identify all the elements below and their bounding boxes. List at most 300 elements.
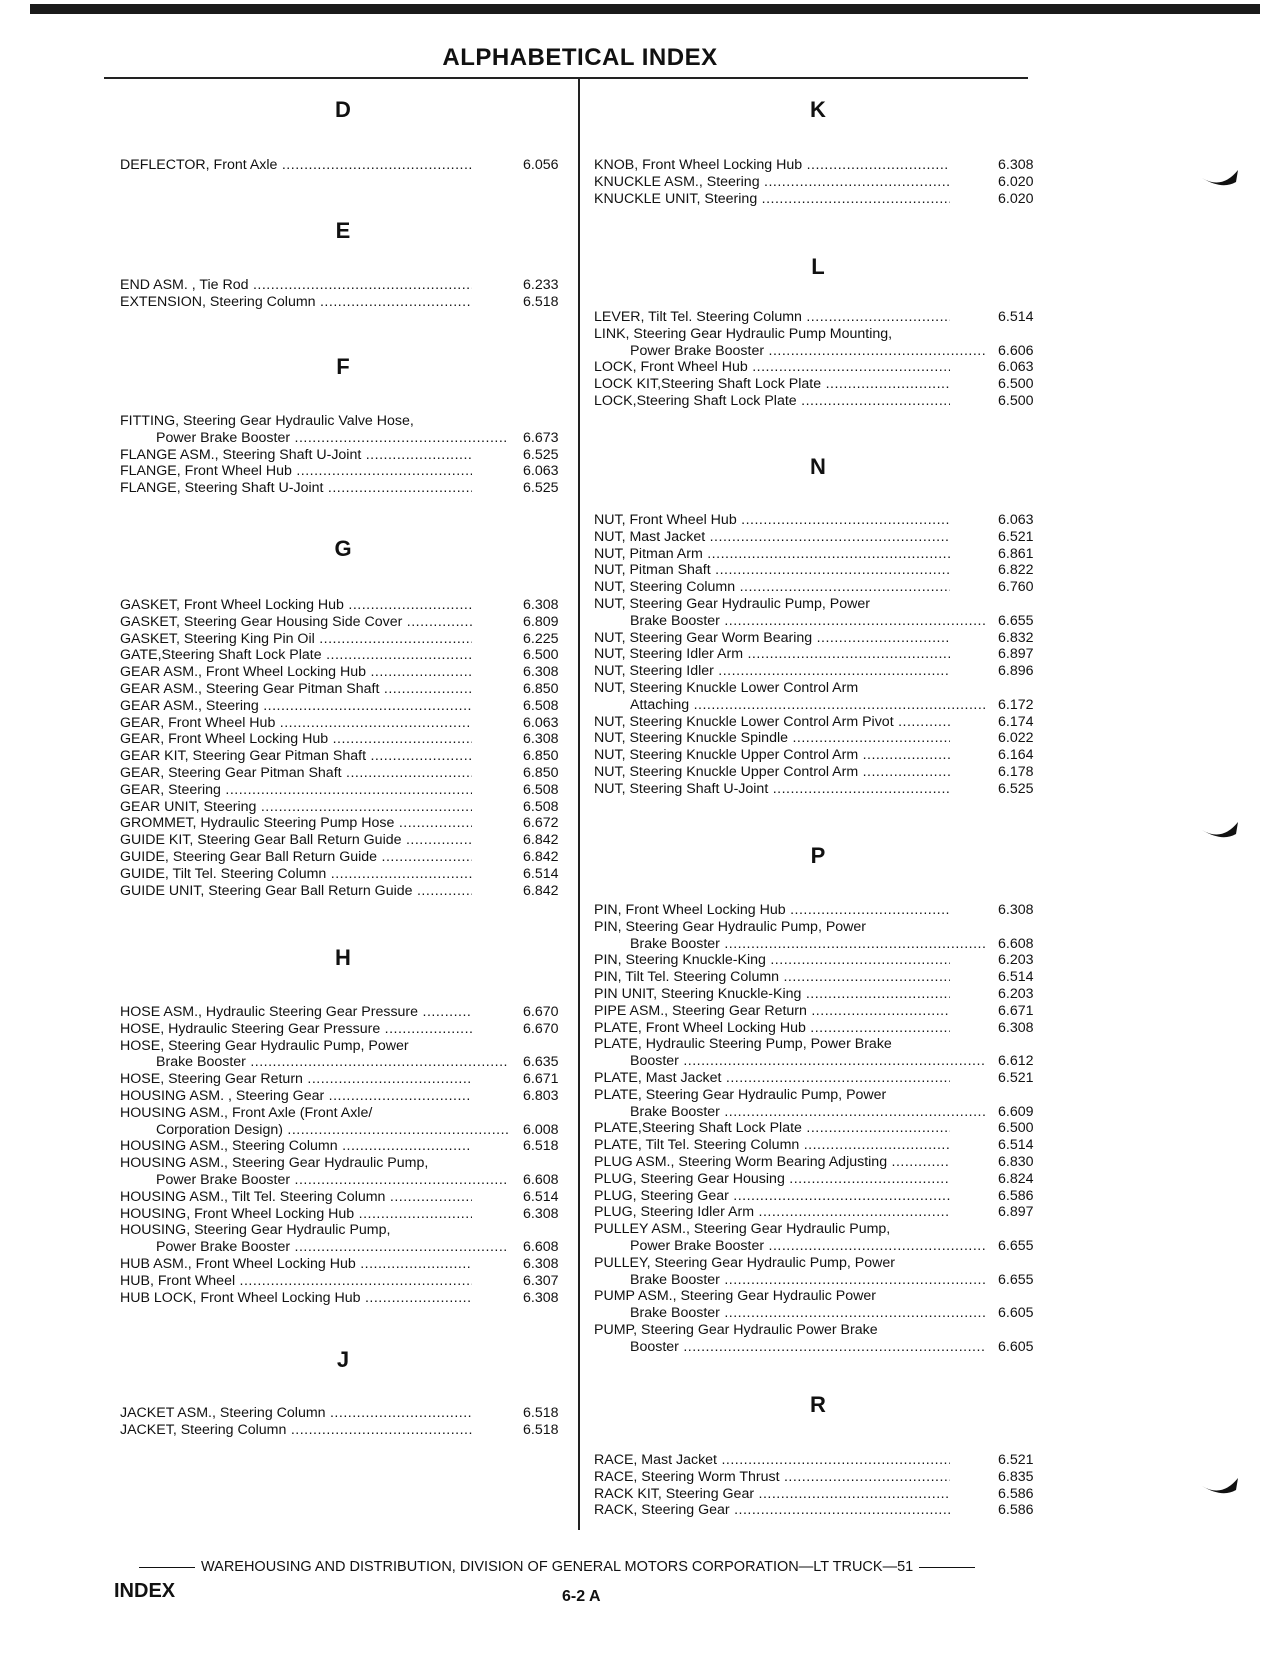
entry-page-ref: 6.897 bbox=[998, 1204, 1034, 1221]
entry-name: GEAR, Front Wheel Locking Hub ..... bbox=[120, 731, 472, 748]
entry-page-ref: 6.670 bbox=[523, 1020, 559, 1037]
index-entry bbox=[120, 1138, 573, 1155]
index-entry bbox=[594, 1452, 1048, 1469]
entry-name: KNUCKLE ASM., Steering ..... bbox=[594, 174, 950, 191]
index-entry bbox=[120, 277, 573, 294]
entry-name: NUT, Steering Column ..... bbox=[594, 579, 950, 596]
entry-page-ref: 6.514 bbox=[998, 969, 1034, 986]
entry-name: GEAR ASM., Front Wheel Locking Hub ..... bbox=[120, 664, 472, 681]
entry-page-ref: 6.514 bbox=[998, 1137, 1034, 1154]
entry-name: PULLEY, Steering Gear Hydraulic Pump, Power bbox=[594, 1254, 895, 1271]
entry-name: HUB LOCK, Front Wheel Locking Hub ..... bbox=[120, 1290, 472, 1307]
entry-page-ref: 6.635 bbox=[523, 1054, 559, 1071]
entry-page-ref: 6.020 bbox=[998, 190, 1034, 207]
entry-page-ref: 6.308 bbox=[998, 1019, 1034, 1036]
index-entry bbox=[120, 1222, 573, 1239]
entry-name: NUT, Steering Idler Arm ..... bbox=[594, 646, 950, 663]
entry-name: NUT, Steering Knuckle Lower Control Arm Pivot ..... bbox=[594, 714, 950, 731]
index-entry bbox=[120, 1004, 573, 1021]
entry-page-ref: 6.308 bbox=[523, 731, 559, 748]
entry-name: GEAR, Steering ..... bbox=[120, 782, 472, 799]
entry-name: Power Brake Booster ..... bbox=[594, 1238, 986, 1255]
binding-mark-icon bbox=[1200, 168, 1240, 190]
entry-page-ref: 6.822 bbox=[998, 562, 1034, 579]
entry-name: NUT, Steering Shaft U-Joint ..... bbox=[594, 781, 950, 798]
entry-name: KNOB, Front Wheel Locking Hub ..... bbox=[594, 157, 950, 174]
entry-page-ref: 6.606 bbox=[998, 342, 1034, 359]
index-entry bbox=[594, 1036, 1048, 1053]
entry-name: PIPE ASM., Steering Gear Return ..... bbox=[594, 1003, 950, 1020]
index-entry bbox=[594, 157, 1048, 174]
entry-name: NUT, Steering Idler ..... bbox=[594, 663, 950, 680]
index-entry bbox=[120, 832, 573, 849]
entry-page-ref: 6.605 bbox=[998, 1338, 1034, 1355]
section-letter-g: G bbox=[334, 536, 352, 561]
section-letter-p: P bbox=[810, 843, 826, 868]
index-entry bbox=[120, 1273, 573, 1290]
section-letter-j: J bbox=[336, 1347, 350, 1372]
entry-name: NUT, Steering Knuckle Upper Control Arm ..... bbox=[594, 747, 950, 764]
entry-page-ref: 6.518 bbox=[523, 293, 559, 310]
entry-page-ref: 6.063 bbox=[998, 359, 1034, 376]
index-entry bbox=[594, 1070, 1048, 1087]
entry-name: NUT, Steering Gear Hydraulic Pump, Power bbox=[594, 596, 870, 612]
index-entry bbox=[594, 596, 1048, 613]
entry-name: GASKET, Steering King Pin Oil ..... bbox=[120, 631, 472, 648]
page-title: ALPHABETICAL INDEX bbox=[442, 44, 718, 71]
entry-page-ref: 6.500 bbox=[998, 376, 1034, 393]
entry-page-ref: 6.174 bbox=[998, 713, 1034, 730]
index-entry bbox=[594, 730, 1048, 747]
entry-page-ref: 6.896 bbox=[998, 663, 1034, 680]
entry-name: NUT, Steering Knuckle Lower Control Arm bbox=[594, 680, 859, 696]
entry-name: PIN, Steering Knuckle-King ..... bbox=[594, 952, 950, 969]
entry-page-ref: 6.308 bbox=[523, 664, 559, 681]
entry-name: END ASM. , Tie Rod ..... bbox=[120, 277, 472, 294]
entry-name: HOUSING ASM., Tilt Tel. Steering Column ..... bbox=[120, 1189, 472, 1206]
index-entry bbox=[120, 480, 573, 497]
entry-name: PLUG, Steering Gear Housing ..... bbox=[594, 1171, 950, 1188]
entry-page-ref: 6.672 bbox=[523, 815, 559, 832]
index-entry bbox=[594, 646, 1048, 663]
footer-dash-right bbox=[919, 1567, 975, 1568]
index-entry bbox=[594, 764, 1048, 781]
entry-page-ref: 6.308 bbox=[523, 597, 559, 613]
index-entry bbox=[120, 765, 573, 782]
entry-name: Brake Booster ..... bbox=[594, 936, 986, 953]
index-entry bbox=[594, 1120, 1048, 1137]
entry-name: JACKET ASM., Steering Column ..... bbox=[120, 1405, 472, 1422]
entry-name: FITTING, Steering Gear Hydraulic Valve Hose, bbox=[120, 413, 414, 429]
entry-page-ref: 6.308 bbox=[998, 157, 1034, 173]
entry-page-ref: 6.608 bbox=[523, 1172, 559, 1188]
entry-name: FLANGE, Steering Shaft U-Joint ..... bbox=[120, 480, 472, 497]
index-entry bbox=[594, 663, 1048, 680]
index-entry bbox=[594, 579, 1048, 596]
index-entry bbox=[594, 714, 1048, 731]
entry-name: NUT, Pitman Shaft ..... bbox=[594, 562, 950, 579]
section-letter-f: F bbox=[336, 354, 350, 379]
entry-name: GEAR ASM., Steering Gear Pitman Shaft ..... bbox=[120, 681, 472, 698]
entry-name: PIN UNIT, Steering Knuckle-King ..... bbox=[594, 986, 950, 1003]
index-entry bbox=[120, 748, 573, 765]
index-entry bbox=[594, 1003, 1048, 1020]
index-entry bbox=[594, 1255, 1048, 1272]
entry-page-ref: 6.809 bbox=[523, 613, 559, 630]
column-divider bbox=[578, 78, 580, 1530]
entry-page-ref: 6.673 bbox=[523, 429, 559, 446]
index-entry bbox=[120, 294, 573, 311]
top-border bbox=[30, 4, 1260, 14]
index-entry bbox=[120, 1021, 573, 1038]
entry-page-ref: 6.609 bbox=[998, 1103, 1034, 1120]
entry-page-ref: 6.233 bbox=[523, 277, 559, 293]
entry-name: HOUSING ASM., Front Axle (Front Axle/ bbox=[120, 1104, 373, 1121]
index-entry bbox=[594, 309, 1048, 326]
entry-page-ref: 6.586 bbox=[998, 1485, 1034, 1502]
entry-name: RACK KIT, Steering Gear ..... bbox=[594, 1486, 950, 1503]
index-entry bbox=[120, 157, 573, 174]
entry-page-ref: 6.525 bbox=[523, 446, 559, 463]
index-entry bbox=[594, 546, 1048, 563]
entry-name: Corporation Design) ..... bbox=[120, 1122, 508, 1139]
title-rule bbox=[104, 77, 1028, 79]
index-entry bbox=[594, 1154, 1048, 1171]
index-entry bbox=[594, 1469, 1048, 1486]
index-entry bbox=[120, 614, 573, 631]
entry-page-ref: 6.308 bbox=[523, 1256, 559, 1272]
entry-name: PLATE, Tilt Tel. Steering Column ..... bbox=[594, 1137, 950, 1154]
index-entry bbox=[594, 952, 1048, 969]
entry-page-ref: 6.832 bbox=[998, 629, 1034, 646]
entry-name: GEAR ASM., Steering ..... bbox=[120, 698, 472, 715]
entry-page-ref: 6.525 bbox=[998, 780, 1034, 797]
entry-name: Brake Booster ..... bbox=[594, 613, 986, 630]
index-entry bbox=[120, 698, 573, 715]
index-entry bbox=[594, 326, 1048, 343]
entry-name: Power Brake Booster ..... bbox=[120, 430, 508, 447]
entry-name: HOSE, Hydraulic Steering Gear Pressure ..... bbox=[120, 1021, 472, 1038]
entry-name: GUIDE KIT, Steering Gear Ball Return Guide ..... bbox=[120, 832, 472, 849]
entry-page-ref: 6.518 bbox=[523, 1138, 559, 1155]
entry-page-ref: 6.586 bbox=[998, 1502, 1034, 1519]
entry-name: GROMMET, Hydraulic Steering Pump Hose ..... bbox=[120, 815, 472, 832]
entry-name: PLATE,Steering Shaft Lock Plate ..... bbox=[594, 1120, 950, 1137]
entry-name: PLATE, Front Wheel Locking Hub ..... bbox=[594, 1020, 950, 1037]
index-entry bbox=[594, 1137, 1048, 1154]
entry-page-ref: 6.203 bbox=[998, 986, 1034, 1002]
entry-page-ref: 6.830 bbox=[998, 1154, 1034, 1170]
index-entry bbox=[120, 1405, 573, 1422]
index-entry-continuation bbox=[120, 1122, 573, 1139]
index-entry bbox=[120, 731, 573, 748]
entry-page-ref: 6.521 bbox=[998, 1452, 1034, 1468]
index-entry bbox=[594, 191, 1048, 208]
index-entry bbox=[120, 681, 573, 698]
index-entry bbox=[120, 866, 573, 883]
index-entry bbox=[120, 715, 573, 732]
entry-page-ref: 6.824 bbox=[998, 1170, 1034, 1187]
entry-name: PULLEY ASM., Steering Gear Hydraulic Pump, bbox=[594, 1221, 891, 1238]
index-entry bbox=[594, 630, 1048, 647]
entry-name: HUB ASM., Front Wheel Locking Hub ..... bbox=[120, 1256, 472, 1273]
entry-page-ref: 6.671 bbox=[523, 1071, 559, 1088]
index-entry bbox=[594, 1087, 1048, 1104]
entry-name: HOUSING ASM., Steering Gear Hydraulic Pump, bbox=[120, 1155, 429, 1172]
index-entry bbox=[594, 393, 1048, 410]
entry-page-ref: 6.225 bbox=[523, 630, 559, 647]
entry-name: Power Brake Booster ..... bbox=[120, 1172, 508, 1189]
index-entry bbox=[594, 680, 1048, 697]
index-entry bbox=[120, 1256, 573, 1273]
entry-name: PIN, Tilt Tel. Steering Column ..... bbox=[594, 969, 950, 986]
entry-name: HOUSING, Front Wheel Locking Hub ..... bbox=[120, 1206, 472, 1223]
entry-name: FLANGE ASM., Steering Shaft U-Joint ..... bbox=[120, 447, 472, 464]
entry-name: NUT, Mast Jacket ..... bbox=[594, 529, 950, 546]
footer-dash-left bbox=[139, 1567, 195, 1568]
entry-name: PUMP ASM., Steering Gear Hydraulic Power bbox=[594, 1288, 877, 1305]
entry-page-ref: 6.850 bbox=[523, 748, 559, 765]
entry-page-ref: 6.518 bbox=[523, 1421, 559, 1438]
entry-name: FLANGE, Front Wheel Hub ..... bbox=[120, 463, 472, 480]
entry-page-ref: 6.514 bbox=[523, 1188, 559, 1205]
entry-page-ref: 6.842 bbox=[523, 849, 559, 865]
entry-name: GEAR KIT, Steering Gear Pitman Shaft ..... bbox=[120, 748, 472, 765]
entry-name: Attaching ..... bbox=[594, 697, 986, 714]
entry-page-ref: 6.671 bbox=[998, 1002, 1034, 1019]
entry-name: Power Brake Booster ..... bbox=[594, 343, 986, 360]
entry-name: GEAR, Front Wheel Hub ..... bbox=[120, 715, 472, 732]
index-entry bbox=[120, 799, 573, 816]
index-entry bbox=[120, 1189, 573, 1206]
index-entry bbox=[594, 1288, 1048, 1305]
entry-name: LOCK KIT,Steering Shaft Lock Plate ..... bbox=[594, 376, 950, 393]
section-label: INDEX bbox=[114, 1580, 176, 1602]
index-entry bbox=[120, 1105, 573, 1122]
entry-name: LINK, Steering Gear Hydraulic Pump Mounting, bbox=[594, 325, 893, 342]
index-entry-continuation bbox=[594, 697, 1048, 714]
index-entry bbox=[120, 1038, 573, 1055]
index-entry bbox=[594, 512, 1048, 529]
index-entry bbox=[594, 1502, 1048, 1519]
entry-name: PLUG ASM., Steering Worm Bearing Adjusting ..... bbox=[594, 1154, 950, 1171]
index-entry-continuation bbox=[594, 1104, 1048, 1121]
index-entry bbox=[120, 815, 573, 832]
index-entry bbox=[594, 1322, 1048, 1339]
entry-name: LOCK, Front Wheel Hub ..... bbox=[594, 359, 950, 376]
index-entry bbox=[594, 359, 1048, 376]
entry-page-ref: 6.803 bbox=[523, 1088, 559, 1104]
entry-page-ref: 6.500 bbox=[998, 393, 1034, 409]
entry-page-ref: 6.842 bbox=[523, 832, 559, 849]
entry-name: JACKET, Steering Column ..... bbox=[120, 1422, 472, 1439]
index-entry bbox=[120, 1071, 573, 1088]
entry-name: Brake Booster ..... bbox=[594, 1305, 986, 1322]
entry-page-ref: 6.518 bbox=[523, 1405, 559, 1421]
entry-page-ref: 6.063 bbox=[523, 714, 559, 731]
entry-page-ref: 6.897 bbox=[998, 646, 1034, 663]
entry-name: GASKET, Steering Gear Housing Side Cover ..... bbox=[120, 614, 472, 631]
entry-name: NUT, Steering Gear Worm Bearing ..... bbox=[594, 630, 950, 647]
entry-page-ref: 6.056 bbox=[523, 157, 559, 173]
entry-page-ref: 6.608 bbox=[998, 935, 1034, 952]
index-entry bbox=[594, 562, 1048, 579]
footer-credit bbox=[133, 1559, 981, 1575]
entry-name: GASKET, Front Wheel Locking Hub ..... bbox=[120, 597, 472, 614]
entry-page-ref: 6.308 bbox=[998, 902, 1034, 918]
entry-name: HOUSING ASM., Steering Column ..... bbox=[120, 1138, 472, 1155]
entry-name: Booster ..... bbox=[594, 1053, 986, 1070]
entry-page-ref: 6.063 bbox=[998, 512, 1034, 528]
entry-name: PLUG, Steering Idler Arm ..... bbox=[594, 1204, 950, 1221]
entry-name: HOUSING, Steering Gear Hydraulic Pump, bbox=[120, 1222, 391, 1239]
index-entry bbox=[594, 1171, 1048, 1188]
entry-name: HUB, Front Wheel ..... bbox=[120, 1273, 472, 1290]
entry-page-ref: 6.500 bbox=[998, 1120, 1034, 1137]
index-entry-continuation bbox=[594, 343, 1048, 360]
index-entry-continuation bbox=[594, 613, 1048, 630]
entry-page-ref: 6.203 bbox=[998, 952, 1034, 969]
index-entry bbox=[120, 597, 573, 614]
entry-page-ref: 6.608 bbox=[523, 1239, 559, 1256]
entry-name: GUIDE, Tilt Tel. Steering Column ..... bbox=[120, 866, 472, 883]
index-entry bbox=[594, 1188, 1048, 1205]
index-entry bbox=[120, 447, 573, 464]
entry-name: PLATE, Hydraulic Steering Pump, Power Brake bbox=[594, 1036, 892, 1053]
index-entry-continuation bbox=[594, 1272, 1048, 1289]
entry-name: PUMP, Steering Gear Hydraulic Power Brake bbox=[594, 1322, 878, 1338]
index-entry bbox=[594, 529, 1048, 546]
entry-name: HOSE, Steering Gear Hydraulic Pump, Power bbox=[120, 1037, 409, 1054]
index-entry bbox=[120, 1206, 573, 1223]
section-letter-l: L bbox=[811, 254, 825, 279]
entry-name: RACK, Steering Gear ..... bbox=[594, 1502, 950, 1519]
entry-page-ref: 6.008 bbox=[523, 1121, 559, 1138]
entry-name: HOSE, Steering Gear Return ..... bbox=[120, 1071, 472, 1088]
entry-name: Brake Booster ..... bbox=[594, 1104, 986, 1121]
entry-name: NUT, Pitman Arm ..... bbox=[594, 546, 950, 563]
index-entry bbox=[594, 781, 1048, 798]
entry-page-ref: 6.842 bbox=[523, 882, 559, 899]
entry-page-ref: 6.525 bbox=[523, 480, 559, 497]
entry-page-ref: 6.022 bbox=[998, 730, 1034, 747]
footer-text: WAREHOUSING AND DISTRIBUTION, DIVISION OF GENERAL MOTORS CORPORATION—LT TRUCK—51 bbox=[201, 1559, 914, 1575]
entry-page-ref: 6.861 bbox=[998, 545, 1034, 562]
entry-page-ref: 6.514 bbox=[523, 865, 559, 882]
index-entry bbox=[120, 849, 573, 866]
index-entry-continuation bbox=[120, 1172, 573, 1189]
index-entry-continuation bbox=[120, 1239, 573, 1256]
section-letter-k: K bbox=[810, 97, 826, 122]
entry-page-ref: 6.508 bbox=[523, 781, 559, 798]
index-entry-continuation bbox=[594, 1053, 1048, 1070]
binding-mark-icon bbox=[1200, 1476, 1240, 1498]
index-entry bbox=[594, 376, 1048, 393]
binding-mark-icon bbox=[1200, 820, 1240, 842]
entry-name: GEAR UNIT, Steering ..... bbox=[120, 799, 472, 816]
entry-name: NUT, Front Wheel Hub ..... bbox=[594, 512, 950, 529]
entry-page-ref: 6.655 bbox=[998, 1271, 1034, 1288]
entry-name: GUIDE UNIT, Steering Gear Ball Return Guide ..... bbox=[120, 883, 472, 900]
entry-name: GUIDE, Steering Gear Ball Return Guide ..... bbox=[120, 849, 472, 866]
entry-name: LOCK,Steering Shaft Lock Plate ..... bbox=[594, 393, 950, 410]
index-entry-continuation bbox=[594, 1238, 1048, 1255]
entry-page-ref: 6.020 bbox=[998, 173, 1034, 190]
entry-page-ref: 6.172 bbox=[998, 696, 1034, 713]
entry-name: PLATE, Mast Jacket ..... bbox=[594, 1070, 950, 1087]
entry-page-ref: 6.164 bbox=[998, 747, 1034, 764]
index-entry bbox=[594, 902, 1048, 919]
entry-page-ref: 6.655 bbox=[998, 612, 1034, 629]
index-entry bbox=[120, 647, 573, 664]
index-entry bbox=[594, 986, 1048, 1003]
index-entry bbox=[594, 1020, 1048, 1037]
section-letter-r: R bbox=[810, 1392, 826, 1417]
index-entry bbox=[594, 1486, 1048, 1503]
entry-page-ref: 6.850 bbox=[523, 765, 559, 781]
entry-name: Power Brake Booster ..... bbox=[120, 1239, 508, 1256]
index-entry bbox=[120, 1088, 573, 1105]
index-entry bbox=[120, 1422, 573, 1439]
entry-name: KNUCKLE UNIT, Steering ..... bbox=[594, 191, 950, 208]
entry-name: LEVER, Tilt Tel. Steering Column ..... bbox=[594, 309, 950, 326]
section-letter-n: N bbox=[810, 454, 826, 479]
entry-name: RACE, Mast Jacket ..... bbox=[594, 1452, 950, 1469]
entry-page-ref: 6.508 bbox=[523, 798, 559, 815]
index-entry-continuation bbox=[594, 936, 1048, 953]
entry-page-ref: 6.521 bbox=[998, 528, 1034, 545]
entry-name: Brake Booster ..... bbox=[120, 1054, 508, 1071]
entry-page-ref: 6.670 bbox=[523, 1004, 559, 1020]
entry-page-ref: 6.850 bbox=[523, 681, 559, 697]
index-entry bbox=[120, 463, 573, 480]
index-entry bbox=[120, 883, 573, 900]
entry-page-ref: 6.500 bbox=[523, 647, 559, 664]
entry-name: PIN, Steering Gear Hydraulic Pump, Power bbox=[594, 918, 867, 935]
entry-page-ref: 6.508 bbox=[523, 697, 559, 714]
entry-page-ref: 6.760 bbox=[998, 579, 1034, 596]
entry-name: RACE, Steering Worm Thrust ..... bbox=[594, 1469, 950, 1486]
entry-page-ref: 6.063 bbox=[523, 463, 559, 480]
entry-name: Booster ..... bbox=[594, 1339, 986, 1356]
entry-name: Brake Booster ..... bbox=[594, 1272, 986, 1289]
section-letter-e: E bbox=[335, 218, 351, 243]
entry-page-ref: 6.307 bbox=[523, 1272, 559, 1289]
entry-name: GEAR, Steering Gear Pitman Shaft ..... bbox=[120, 765, 472, 782]
entry-page-ref: 6.308 bbox=[523, 1205, 559, 1222]
entry-page-ref: 6.308 bbox=[523, 1289, 559, 1306]
index-entry bbox=[594, 919, 1048, 936]
index-entry bbox=[120, 1290, 573, 1307]
index-entry-continuation bbox=[594, 1305, 1048, 1322]
entry-page-ref: 6.835 bbox=[998, 1468, 1034, 1485]
entry-page-ref: 6.521 bbox=[998, 1070, 1034, 1086]
entry-name: GATE,Steering Shaft Lock Plate ..... bbox=[120, 647, 472, 664]
section-letter-h: H bbox=[335, 945, 351, 970]
index-entry bbox=[594, 747, 1048, 764]
entry-page-ref: 6.514 bbox=[998, 309, 1034, 325]
index-entry bbox=[120, 413, 573, 430]
entry-name: NUT, Steering Knuckle Spindle ..... bbox=[594, 730, 950, 747]
index-entry bbox=[594, 969, 1048, 986]
entry-page-ref: 6.586 bbox=[998, 1187, 1034, 1204]
entry-name: DEFLECTOR, Front Axle ..... bbox=[120, 157, 472, 174]
entry-name: HOUSING ASM. , Steering Gear ..... bbox=[120, 1088, 472, 1105]
index-entry-continuation bbox=[594, 1339, 1048, 1356]
index-entry-continuation bbox=[120, 430, 573, 447]
index-entry bbox=[594, 174, 1048, 191]
entry-page-ref: 6.178 bbox=[998, 764, 1034, 780]
